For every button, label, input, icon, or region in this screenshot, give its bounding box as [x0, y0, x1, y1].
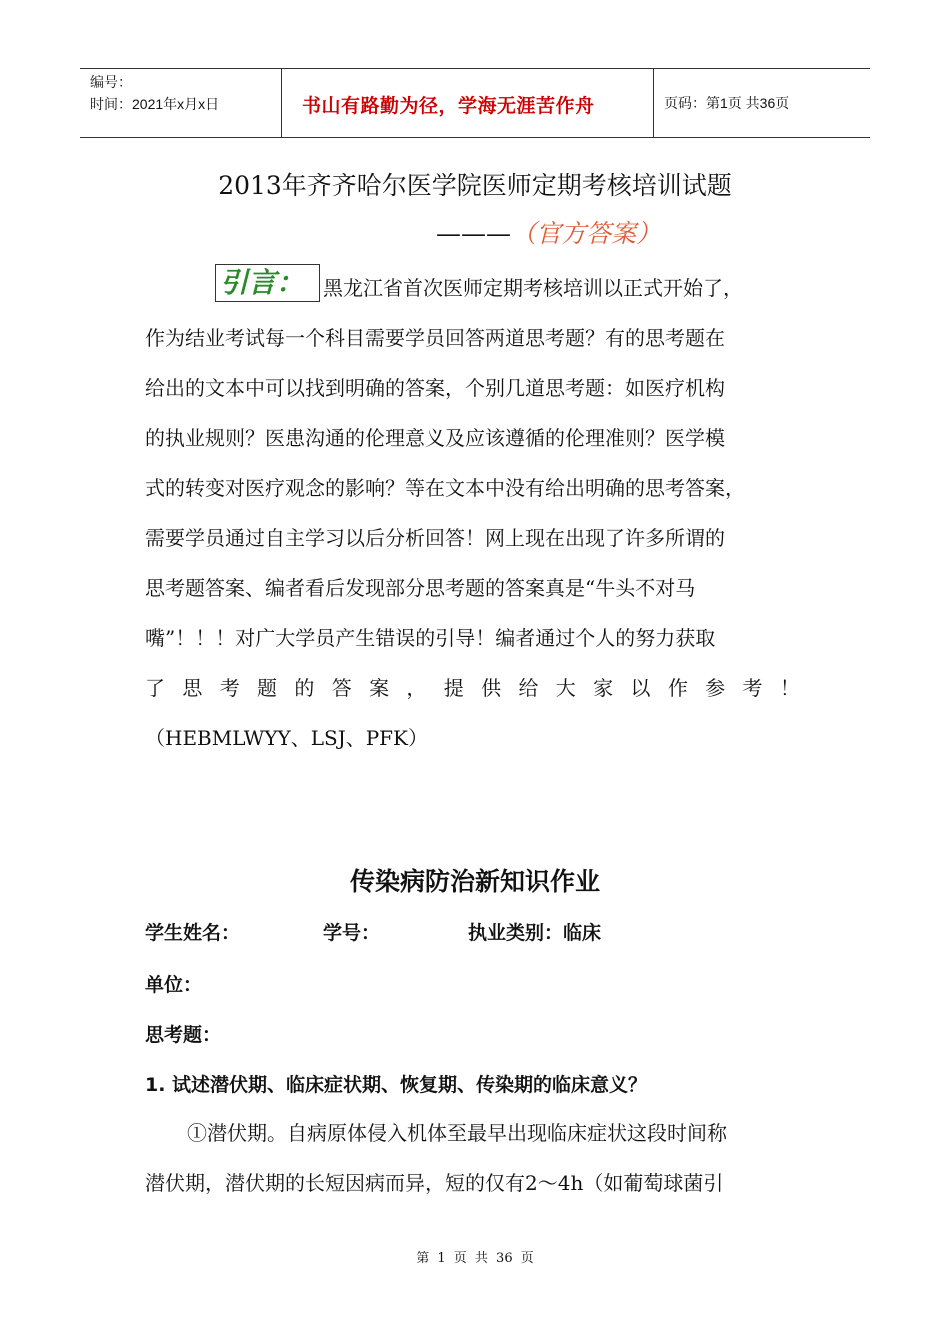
spread-char: 家: [593, 676, 614, 700]
answer-line: 潜伏期，潜伏期的长短因病而异，短的仅有2～4h（如葡萄球菌引: [145, 1171, 724, 1195]
number-label: 编号：: [90, 74, 132, 90]
spread-char: 题: [257, 676, 278, 700]
unit-label: 单位：: [145, 974, 203, 996]
practice-type-label: 执业类别：临床: [468, 922, 602, 944]
intro-line: 嘴”！！！对广大学员产生错误的引导！编者通过个人的努力获取: [145, 626, 716, 650]
spread-char: 提: [443, 676, 464, 700]
intro-line: 作为结业考试每一个科目需要学员回答两道思考题？有的思考题在: [145, 326, 725, 350]
spread-char: 供: [481, 676, 502, 700]
intro-line: 的执业规则？医患沟通的伦理意义及应该遵循的伦理准则？医学模: [145, 426, 725, 450]
intro-line: 式的转变对医疗观念的影响？等在文本中没有给出明确的思考答案，: [145, 476, 745, 500]
spread-char: ！: [779, 676, 800, 700]
subtitle-answer: （官方答案）: [511, 219, 662, 248]
intro-line: 给出的文本中可以找到明确的答案，个别几道思考题：如医疗机构: [145, 376, 725, 400]
answer-line: ①潜伏期。自病原体侵入机体至最早出现临床症状这段时间称: [187, 1121, 727, 1145]
intro-line-spread: [145, 663, 800, 713]
header-meta-cell: [80, 69, 282, 137]
document-title: 2013年齐齐哈尔医学院医师定期考核培训试题: [218, 171, 732, 200]
spread-char: 考: [219, 676, 240, 700]
spread-char: 案: [369, 676, 390, 700]
spread-char: 考: [742, 676, 763, 700]
questions-label: 思考题：: [145, 1024, 222, 1046]
spread-char: 参: [705, 676, 726, 700]
intro-line: 思考题答案、编者看后发现部分思考题的答案真是“牛头不对马: [145, 576, 696, 600]
document-header: [80, 68, 870, 138]
document-subtitle: [436, 214, 661, 250]
header-motto-cell: [282, 69, 654, 137]
page-code: 页码：第1页 共36页: [664, 95, 790, 111]
date-label: 时间：2021年x月x日: [90, 96, 220, 112]
spread-char: 答: [331, 676, 352, 700]
intro-label: 引言：: [215, 264, 320, 302]
student-id-label: 学号：: [323, 922, 381, 944]
intro-line: 需要学员通过自主学习以后分析回答！网上现在出现了许多所谓的: [145, 526, 725, 550]
spread-char: 大: [555, 676, 576, 700]
spread-char: 了: [145, 676, 165, 700]
question-1: 1. 试述潜伏期、临床症状期、恢复期、传染期的临床意义？: [145, 1074, 648, 1096]
intro-line: 黑龙江省首次医师定期考核培训以正式开始了，: [323, 276, 743, 300]
spread-char: 以: [630, 676, 651, 700]
section-title: 传染病防治新知识作业: [349, 867, 600, 896]
spread-char: 思: [182, 676, 203, 700]
motto-text: 书山有路勤为径，学海无涯苦作舟: [302, 95, 595, 117]
student-name-label: 学生姓名：: [145, 922, 241, 944]
spread-char: ，: [406, 676, 427, 700]
spread-char: 的: [294, 676, 315, 700]
page-footer: 第 1 页 共 36 页: [416, 1251, 534, 1266]
spread-char: 作: [667, 676, 688, 700]
intro-line: （HEBMLWYY、LSJ、PFK）: [145, 726, 428, 750]
subtitle-dash: ———: [436, 219, 511, 248]
spread-char: 给: [518, 676, 539, 700]
